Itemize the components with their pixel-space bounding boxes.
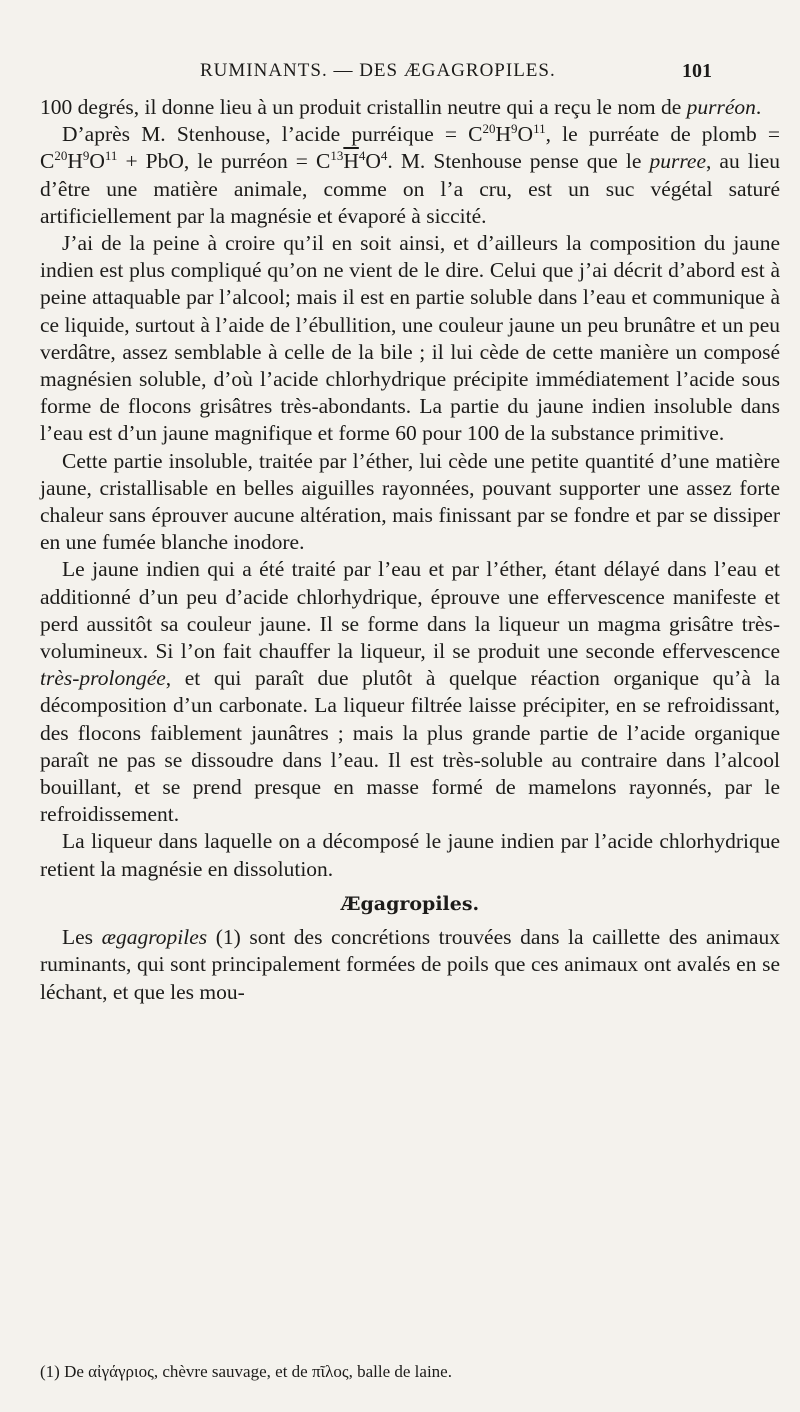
page-number: 101	[682, 60, 712, 82]
footnote: (1) De αἰγάγριος, chèvre sauvage, et de πῖλος, balle de laine.	[40, 1362, 452, 1381]
paragraph-2: D’après M. Stenhouse, l’acide purréique = $C^{20}H^9O^{11}$, le purréate de plomb = $C^{20}H^9O^{11}$ + PbO, le purréon = $C^{13}\overline{H}^4O^4$. M. Stenhouse pense que le purree, au lieu d’être une matière animale, comme on l’a cru, est un suc végétal saturé artificiellement par la magnésie et évaporé à siccité.	[40, 121, 781, 228]
paragraph-1: 100 degrés, il donne lieu à un produit cristallin neutre qui a reçu le nom de purréon.	[40, 95, 762, 119]
paragraph-4: Cette partie insoluble, traitée par l’éther, lui cède une petite quantité d’une matière jaune, cristallisable en belles aiguilles rayonnées, pouvant supporter une assez forte chaleur sans éprouver aucune altération, mais finissant par se fondre et par se dissiper en une fumée blanche inodore.	[40, 448, 780, 555]
paragraph-5: Le jaune indien qui a été traité par l’eau et par l’éther, étant délayé dans l’eau et additionné d’un peu d’acide chlorhydrique, éprouve une effervescence manifeste et perd aussitôt sa couleur jaune. Il se forme dans la liqueur un magma grisâtre très-volumineux. Si l’on fait chauffer la liqueur, il se produit une seconde effervescence très-prolongée, et qui paraît due plutôt à quelque réaction organique qu’à la décomposition d’un carbonate. La liqueur filtrée laisse précipiter, en se refroidissant, des flocons faiblement jaunâtres ; mais la plus grande partie de l’acide organique paraît ne pas se dissoudre dans l’eau. Il est très-soluble au contraire dans l’alcool bouillant, et se prend presque en masse formé de mamelons rayonnés, par le refroidissement.	[40, 557, 780, 827]
page-header	[0, 60, 800, 86]
paragraph-3: J’ai de la peine à croire qu’il en soit ainsi, et d’ailleurs la composition du jaune indien est plus compliqué qu’on ne vient de le dire. Celui que j’ai décrit d’abord est à peine attaquable par l’alcool; mais il est en partie soluble dans l’eau et communique à ce liquide, surtout à l’aide de l’ébullition, une couleur jaune un peu brunâtre et un peu verdâtre, assez semblable à celle de la bile ; il lui cède de cette manière un composé magnésien soluble, d’où l’acide chlorhydrique précipite immédiatement l’acide sous forme de flocons grisâtres très-abondants. La partie du jaune indien insoluble dans l’eau est d’un jaune magnifique et forme 60 pour 100 de la substance primitive.	[40, 231, 780, 446]
body-text	[40, 94, 780, 1006]
running-head: RUMINANTS. — DES ÆGAGROPILES.	[200, 60, 556, 81]
paragraph-7: Les ægagropiles (1) sont des concrétions trouvées dans la caillette des animaux ruminants, qui sont principalement formées de poils que ces animaux ont avalés en se léchant, et que les mou-	[40, 925, 780, 1004]
section-heading: Ægagropiles.	[340, 892, 480, 915]
paragraph-6: La liqueur dans laquelle on a décomposé le jaune indien par l’acide chlorhydrique retient la magnésie en dissolution.	[40, 829, 780, 881]
